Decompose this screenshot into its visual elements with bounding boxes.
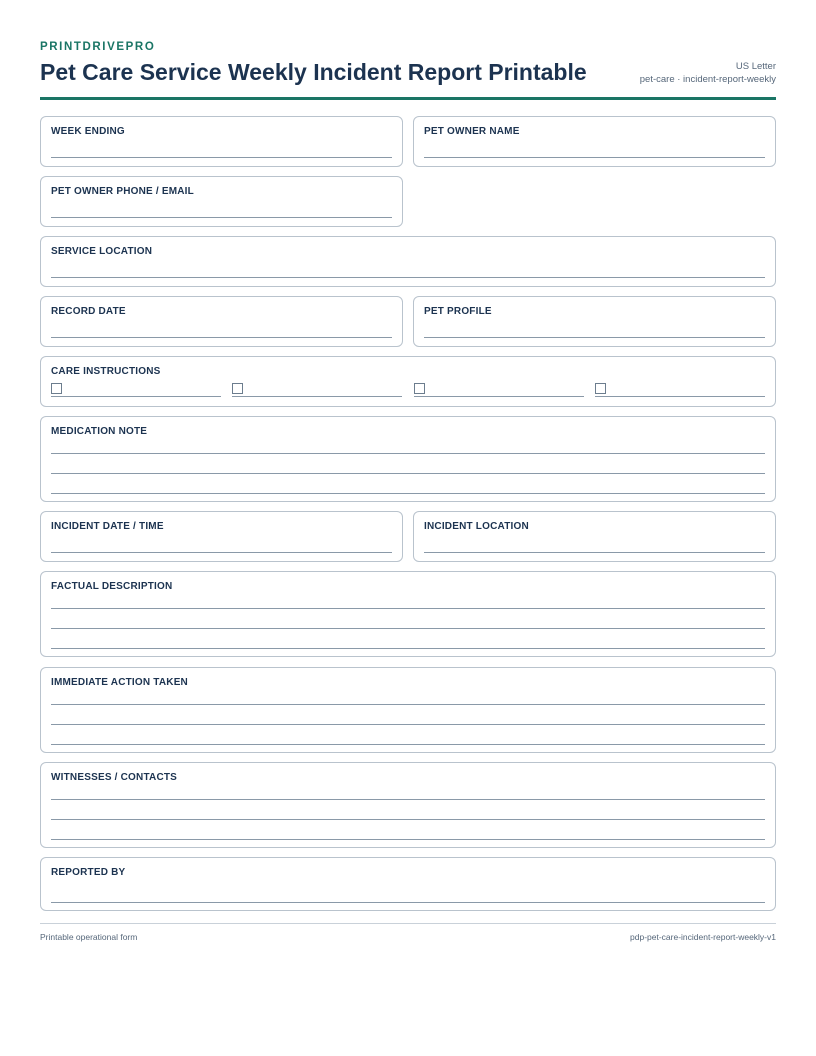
witnesses-line-1[interactable] — [51, 799, 765, 800]
medication-note-line-3[interactable] — [51, 493, 765, 494]
witnesses-field[interactable] — [40, 762, 776, 848]
care-instructions-field — [40, 356, 776, 407]
incident-location-line[interactable] — [424, 552, 765, 553]
brand-name: PRINTDRIVEPRO — [40, 41, 156, 53]
service-location-label: SERVICE LOCATION — [51, 246, 153, 257]
incident-location-label: INCIDENT LOCATION — [424, 521, 529, 532]
factual-description-label: FACTUAL DESCRIPTION — [51, 581, 173, 592]
record-date-field[interactable] — [40, 296, 403, 347]
care-instruction-checkbox-2[interactable] — [232, 383, 402, 399]
witnesses-label: WITNESSES / CONTACTS — [51, 772, 178, 783]
checkbox-line — [414, 396, 584, 397]
reported-by-line[interactable] — [51, 902, 765, 903]
witnesses-line-3[interactable] — [51, 839, 765, 840]
immediate-action-line-1[interactable] — [51, 704, 765, 705]
incident-datetime-line[interactable] — [51, 552, 392, 553]
witnesses-line-2[interactable] — [51, 819, 765, 820]
week-ending-line[interactable] — [51, 157, 392, 158]
checkbox-icon[interactable] — [414, 383, 425, 394]
care-instruction-checkbox-3[interactable] — [414, 383, 584, 399]
checkbox-icon[interactable] — [232, 383, 243, 394]
medication-note-line-2[interactable] — [51, 473, 765, 474]
medication-note-field[interactable] — [40, 416, 776, 502]
medication-note-line-1[interactable] — [51, 453, 765, 454]
care-instruction-checkbox-4[interactable] — [595, 383, 765, 399]
pet-owner-name-field[interactable] — [413, 116, 776, 167]
pet-profile-label: PET PROFILE — [424, 306, 492, 317]
owner-contact-label: PET OWNER PHONE / EMAIL — [51, 186, 194, 197]
header-divider — [40, 97, 776, 100]
form-id: pdp-pet-care-incident-report-weekly-v1 — [630, 932, 776, 942]
document-meta — [640, 60, 776, 86]
week-ending-field[interactable] — [40, 116, 403, 167]
reported-by-field[interactable] — [40, 857, 776, 911]
service-location-line[interactable] — [51, 277, 765, 278]
factual-description-line-3[interactable] — [51, 648, 765, 649]
pet-owner-name-label: PET OWNER NAME — [424, 126, 520, 137]
footer-label: Printable operational form — [40, 932, 138, 942]
care-instruction-checkbox-1[interactable] — [51, 383, 221, 399]
reported-by-label: REPORTED BY — [51, 867, 126, 878]
owner-contact-field[interactable] — [40, 176, 403, 227]
owner-contact-line[interactable] — [51, 217, 392, 218]
checkbox-line — [51, 396, 221, 397]
medication-note-label: MEDICATION NOTE — [51, 426, 148, 437]
week-ending-label: WEEK ENDING — [51, 126, 125, 137]
record-date-line[interactable] — [51, 337, 392, 338]
checkbox-line — [232, 396, 402, 397]
factual-description-line-2[interactable] — [51, 628, 765, 629]
factual-description-field[interactable] — [40, 571, 776, 657]
incident-datetime-label: INCIDENT DATE / TIME — [51, 521, 164, 532]
checkbox-line — [595, 396, 765, 397]
pet-profile-field[interactable] — [413, 296, 776, 347]
factual-description-line-1[interactable] — [51, 608, 765, 609]
immediate-action-line-3[interactable] — [51, 744, 765, 745]
record-date-label: RECORD DATE — [51, 306, 126, 317]
pet-profile-line[interactable] — [424, 337, 765, 338]
incident-location-field[interactable] — [413, 511, 776, 562]
form-page — [40, 0, 776, 1056]
page-title: Pet Care Service Weekly Incident Report Printable — [40, 59, 587, 85]
pet-owner-name-line[interactable] — [424, 157, 765, 158]
incident-datetime-field[interactable] — [40, 511, 403, 562]
immediate-action-line-2[interactable] — [51, 724, 765, 725]
immediate-action-label: IMMEDIATE ACTION TAKEN — [51, 677, 188, 688]
document-slug: pet-care · incident-report-weekly — [639, 74, 776, 85]
care-instructions-label: CARE INSTRUCTIONS — [51, 366, 161, 377]
immediate-action-field[interactable] — [40, 667, 776, 753]
footer-divider — [40, 923, 776, 924]
checkbox-icon[interactable] — [595, 383, 606, 394]
paper-size: US Letter — [735, 61, 776, 72]
checkbox-icon[interactable] — [51, 383, 62, 394]
service-location-field[interactable] — [40, 236, 776, 287]
